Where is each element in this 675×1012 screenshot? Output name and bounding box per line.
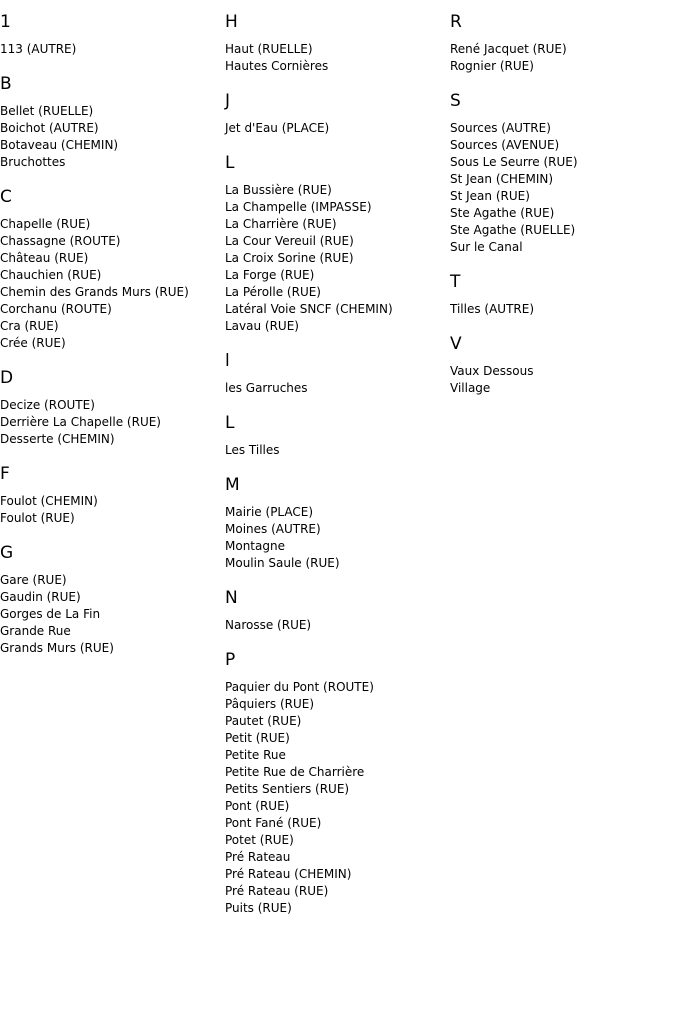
street-item: Pont Fané (RUE) — [225, 816, 322, 830]
letter-group — [225, 649, 450, 917]
street-item: La Champelle (IMPASSE) — [225, 200, 372, 214]
street-list — [225, 182, 450, 335]
street-item: La Charrière (RUE) — [225, 217, 337, 231]
letter-group — [0, 73, 225, 171]
street-item: Paquier du Pont (ROUTE) — [225, 680, 374, 694]
letter-group — [0, 542, 225, 657]
street-item: St Jean (RUE) — [450, 189, 530, 203]
street-index-column-2 — [225, 11, 450, 932]
street-list — [225, 380, 450, 397]
letter-heading: F — [0, 464, 10, 484]
letter-heading: C — [0, 187, 12, 207]
street-item: Pont (RUE) — [225, 799, 290, 813]
street-item: Tilles (AUTRE) — [450, 302, 535, 316]
letter-heading: H — [225, 12, 238, 32]
street-item: Foulot (CHEMIN) — [0, 494, 98, 508]
street-item: Grands Murs (RUE) — [0, 641, 114, 655]
street-item: Moines (AUTRE) — [225, 522, 321, 536]
street-item: La Cour Vereuil (RUE) — [225, 234, 354, 248]
street-list — [0, 397, 225, 448]
street-item: St Jean (CHEMIN) — [450, 172, 554, 186]
street-list — [225, 120, 450, 137]
letter-heading: M — [225, 475, 240, 495]
street-item: Chapelle (RUE) — [0, 217, 91, 231]
street-list — [225, 617, 450, 634]
street-item: Derrière La Chapelle (RUE) — [0, 415, 161, 429]
letter-heading: G — [0, 543, 14, 563]
street-item: Gaudin (RUE) — [0, 590, 81, 604]
letter-group — [225, 90, 450, 137]
street-item: Pautet (RUE) — [225, 714, 302, 728]
street-item: Bellet (RUELLE) — [0, 104, 94, 118]
street-item: Botaveau (CHEMIN) — [0, 138, 119, 152]
street-list — [225, 504, 450, 572]
street-list — [225, 679, 450, 917]
street-item: La Pérolle (RUE) — [225, 285, 321, 299]
street-item: Latéral Voie SNCF (CHEMIN) — [225, 302, 393, 316]
letter-group — [0, 186, 225, 352]
street-item: Vaux Dessous — [450, 364, 534, 378]
street-item: Sources (AUTRE) — [450, 121, 551, 135]
street-item: Pré Rateau — [225, 850, 291, 864]
letter-heading: D — [0, 368, 14, 388]
letter-group — [450, 333, 675, 397]
street-item: Pré Rateau (CHEMIN) — [225, 867, 352, 881]
street-item: Narosse (RUE) — [225, 618, 312, 632]
street-item: Bruchottes — [0, 155, 66, 169]
street-list — [450, 41, 675, 75]
street-item: Petite Rue de Charrière — [225, 765, 365, 779]
letter-heading: l — [225, 351, 230, 371]
letter-group — [225, 11, 450, 75]
street-item: 113 (AUTRE) — [0, 42, 77, 56]
street-item: Cra (RUE) — [0, 319, 59, 333]
street-list — [450, 120, 675, 256]
street-item: Gorges de La Fin — [0, 607, 101, 621]
street-item: Gare (RUE) — [0, 573, 67, 587]
street-list — [450, 301, 675, 318]
street-list — [225, 41, 450, 75]
street-item: Petite Rue — [225, 748, 286, 762]
street-item: Grande Rue — [0, 624, 71, 638]
street-item: Ste Agathe (RUE) — [450, 206, 555, 220]
street-item: La Bussière (RUE) — [225, 183, 332, 197]
street-item: Boichot (AUTRE) — [0, 121, 99, 135]
letter-group — [0, 463, 225, 527]
letter-heading: 1 — [0, 12, 11, 32]
letter-heading: V — [450, 334, 462, 354]
street-item: Petits Sentiers (RUE) — [225, 782, 350, 796]
letter-group — [450, 271, 675, 318]
street-item: La Croix Sorine (RUE) — [225, 251, 354, 265]
street-list — [450, 363, 675, 397]
street-item: Montagne — [225, 539, 285, 553]
letter-heading: S — [450, 91, 461, 111]
street-list — [0, 572, 225, 657]
street-item: Les Tilles — [225, 443, 280, 457]
letter-group — [225, 152, 450, 335]
street-item: Mairie (PLACE) — [225, 505, 314, 519]
street-item: Sources (AVENUE) — [450, 138, 560, 152]
street-item: Lavau (RUE) — [225, 319, 299, 333]
street-index-column-1 — [0, 11, 225, 672]
letter-group — [225, 587, 450, 634]
street-item: Château (RUE) — [0, 251, 89, 265]
letter-group — [225, 474, 450, 572]
letter-group — [450, 90, 675, 256]
street-item: Ste Agathe (RUELLE) — [450, 223, 576, 237]
street-item: Foulot (RUE) — [0, 511, 75, 525]
street-item: René Jacquet (RUE) — [450, 42, 567, 56]
street-item: Sous Le Seurre (RUE) — [450, 155, 578, 169]
street-item: Petit (RUE) — [225, 731, 290, 745]
letter-heading: B — [0, 74, 12, 94]
letter-group — [450, 11, 675, 75]
letter-group — [0, 367, 225, 448]
letter-heading: J — [225, 91, 231, 111]
street-list — [0, 41, 225, 58]
letter-heading: P — [225, 650, 236, 670]
letter-heading: L — [225, 153, 235, 173]
street-list — [0, 493, 225, 527]
street-list — [225, 442, 450, 459]
street-item: Chauchien (RUE) — [0, 268, 102, 282]
street-item: Moulin Saule (RUE) — [225, 556, 340, 570]
street-item: Puits (RUE) — [225, 901, 292, 915]
street-item: Potet (RUE) — [225, 833, 294, 847]
street-index-column-3 — [450, 11, 675, 412]
letter-heading: R — [450, 12, 462, 32]
street-item: Hautes Cornières — [225, 59, 329, 73]
letter-heading: T — [450, 272, 461, 292]
letter-group — [0, 11, 225, 58]
street-item: Corchanu (ROUTE) — [0, 302, 112, 316]
street-item: Chassagne (ROUTE) — [0, 234, 121, 248]
street-item: les Garruches — [225, 381, 308, 395]
street-item: La Forge (RUE) — [225, 268, 315, 282]
street-list — [0, 103, 225, 171]
street-item: Rognier (RUE) — [450, 59, 534, 73]
letter-group — [225, 350, 450, 397]
letter-heading: N — [225, 588, 238, 608]
street-item: Jet d'Eau (PLACE) — [225, 121, 330, 135]
street-item: Village — [450, 381, 491, 395]
street-item: Chemin des Grands Murs (RUE) — [0, 285, 189, 299]
letter-group — [225, 412, 450, 459]
street-item: Pâquiers (RUE) — [225, 697, 315, 711]
street-item: Haut (RUELLE) — [225, 42, 313, 56]
street-item: Pré Rateau (RUE) — [225, 884, 329, 898]
letter-heading: L — [225, 413, 235, 433]
street-list — [0, 216, 225, 352]
street-item: Desserte (CHEMIN) — [0, 432, 115, 446]
street-item: Sur le Canal — [450, 240, 523, 254]
street-item: Crée (RUE) — [0, 336, 66, 350]
street-item: Decize (ROUTE) — [0, 398, 95, 412]
